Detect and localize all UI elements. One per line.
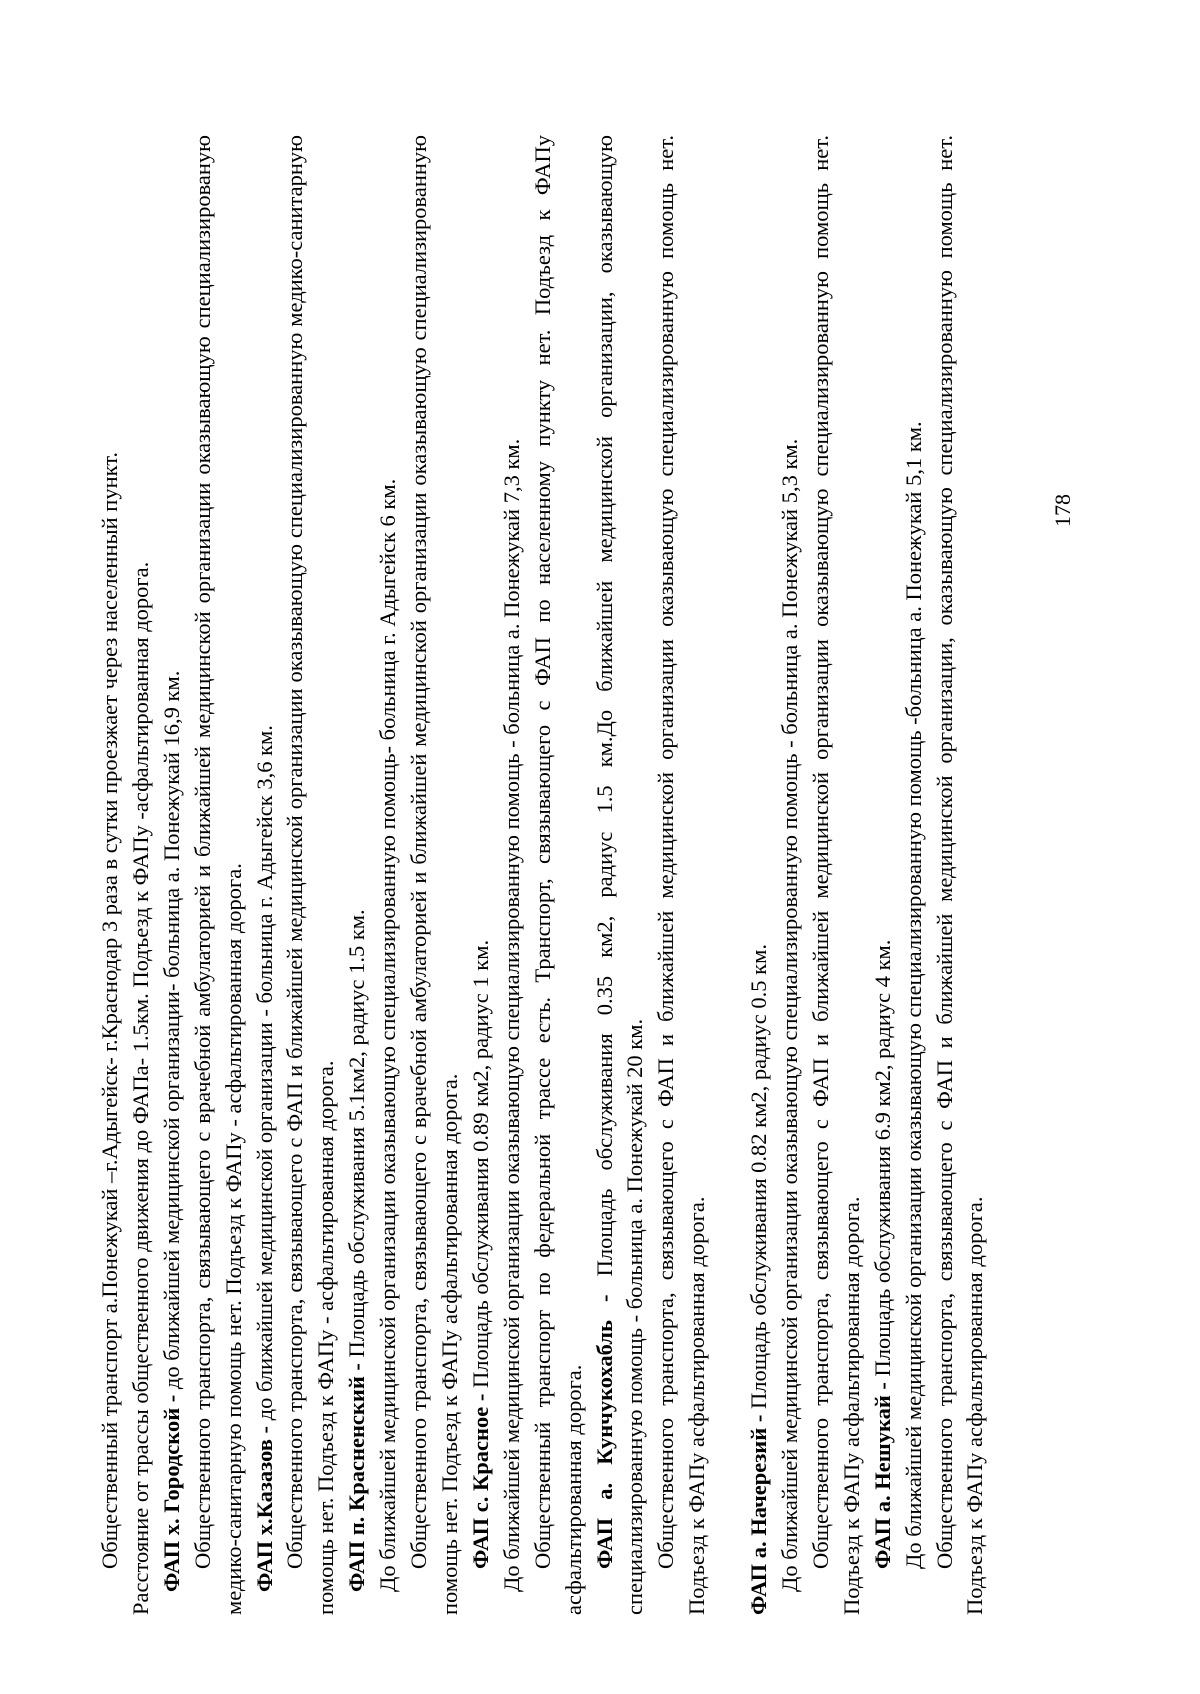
paragraph: Общественного транспорта, связывающего с ФАП и ближайшей медицинской организации, оказывающую специализированную помощь нет. Подъезд к ФАПу асфальтированная дорога. <box>931 135 988 1615</box>
paragraph: До ближайшей медицинской организации оказывающую специализированную помощь - больница а. Понежукай 5,3 км. <box>777 438 803 1592</box>
paragraph: Общественный транспорт а.Понежукай –г.Адыгейск- г.Краснодар 3 раза в сутки проезжает через населенный пункт. <box>97 451 122 1569</box>
paragraph: До ближайшей медицинской организации оказывающую специализированную помощь- больница г. Адыгейск 6 км. <box>375 478 401 1592</box>
fap-heading: ФАП с. Красное - <box>467 1393 493 1569</box>
blank-line <box>713 135 744 1615</box>
fap-heading: ФАП х.Казазов - <box>251 1425 277 1592</box>
paragraph: Общественного транспорта, связывающего с ФАП и ближайшей медицинской организации оказывающую специализированную помощь нет. Подъезд к ФАПу асфальтированная дорога. <box>807 135 864 1615</box>
fap-heading: ФАП п. Красненский - <box>344 1363 370 1592</box>
fap-heading: ФАП а. Начерезий - <box>746 1414 772 1615</box>
paragraph: ФАП х.Казазов - до ближайшей медицинской организации - больница г. Адыгейск 3,6 км. <box>251 725 277 1592</box>
paragraph: ФАП с. Красное - Площадь обслуживания 0.89 км2, радиус 1 км. <box>467 939 493 1569</box>
paragraph: ФАП а. Начерезий - Площадь обслуживания 0.82 км2, радиус 0.5 км. <box>746 944 772 1615</box>
paragraph: Общественного транспорта, связывающего с ФАП и ближайшей медицинской организации оказывающую специализированную помощь нет. Подъезд к ФАПу асфальтированная дорога. <box>653 135 710 1615</box>
fap-heading: ФАП а. Кунчукохабль - <box>591 1294 617 1569</box>
page-number: 178 <box>1050 494 1075 527</box>
paragraph: Расстояние от трассы общественного движения до ФАПа- 1.5км. Подъезд к ФАПу -асфальтированная дорога. <box>127 561 153 1615</box>
fap-heading: ФАП а. Нешукай - <box>869 1382 895 1569</box>
paragraph: ФАП х. Городской - до ближайшей медицинской организации- больница а. Понежукай 16,9 км. <box>158 670 184 1592</box>
paragraph: Общественного транспорта, связывающего с ФАП и ближайшей медицинской организации оказывающую специализированную медико-санитарную помощь нет. Подъезд к ФАПу - асфальтированная дорога. <box>282 135 339 1615</box>
paragraph: Общественный транспорт по федеральной трассе есть. Транспорт, связывающего с ФАП по населенному пункту нет. Подъезд к ФАПу асфальтированная дорога. <box>529 135 586 1615</box>
fap-heading: ФАП х. Городской - <box>158 1394 184 1592</box>
paragraph: До ближайшей медицинской организации оказывающую специализированную помощь -больница а. Понежукай 5,1 км. <box>900 421 926 1569</box>
paragraph: ФАП а. Нешукай - Площадь обслуживания 6.9 км2, радиус 4 км. <box>869 939 895 1569</box>
paragraph: Общественного транспорта, связывающего с врачебной амбулаторией и ближайшей медицинской организации оказывающую специализированую медико-санитарную помощь нет. Подъезд к ФАПу - асфальтированная дорога. <box>189 135 246 1615</box>
paragraph: ФАП п. Красненский - Площадь обслуживания 5.1км2, радиус 1.5 км. <box>344 909 370 1592</box>
paragraph: До ближайшей медицинской организации оказывающую специализированную помощь - больница а. Понежукай 7,3 км. <box>498 438 524 1592</box>
paragraph: Общественного транспорта, связывающего с врачебной амбулаторией и ближайшей медицинской организации оказывающую специализированную помощь нет. Подъезд к ФАПу асфальтированная дорога. <box>406 135 462 1615</box>
paragraph: ФАП а. Кунчукохабль - Площадь обслуживания 0.35 км2, радиус 1.5 км.До ближайшей медицинской организации, оказывающую специализированную помощь - больница а. Понежукай 20 км. <box>591 135 648 1615</box>
rotated-text-block <box>95 135 1115 1615</box>
